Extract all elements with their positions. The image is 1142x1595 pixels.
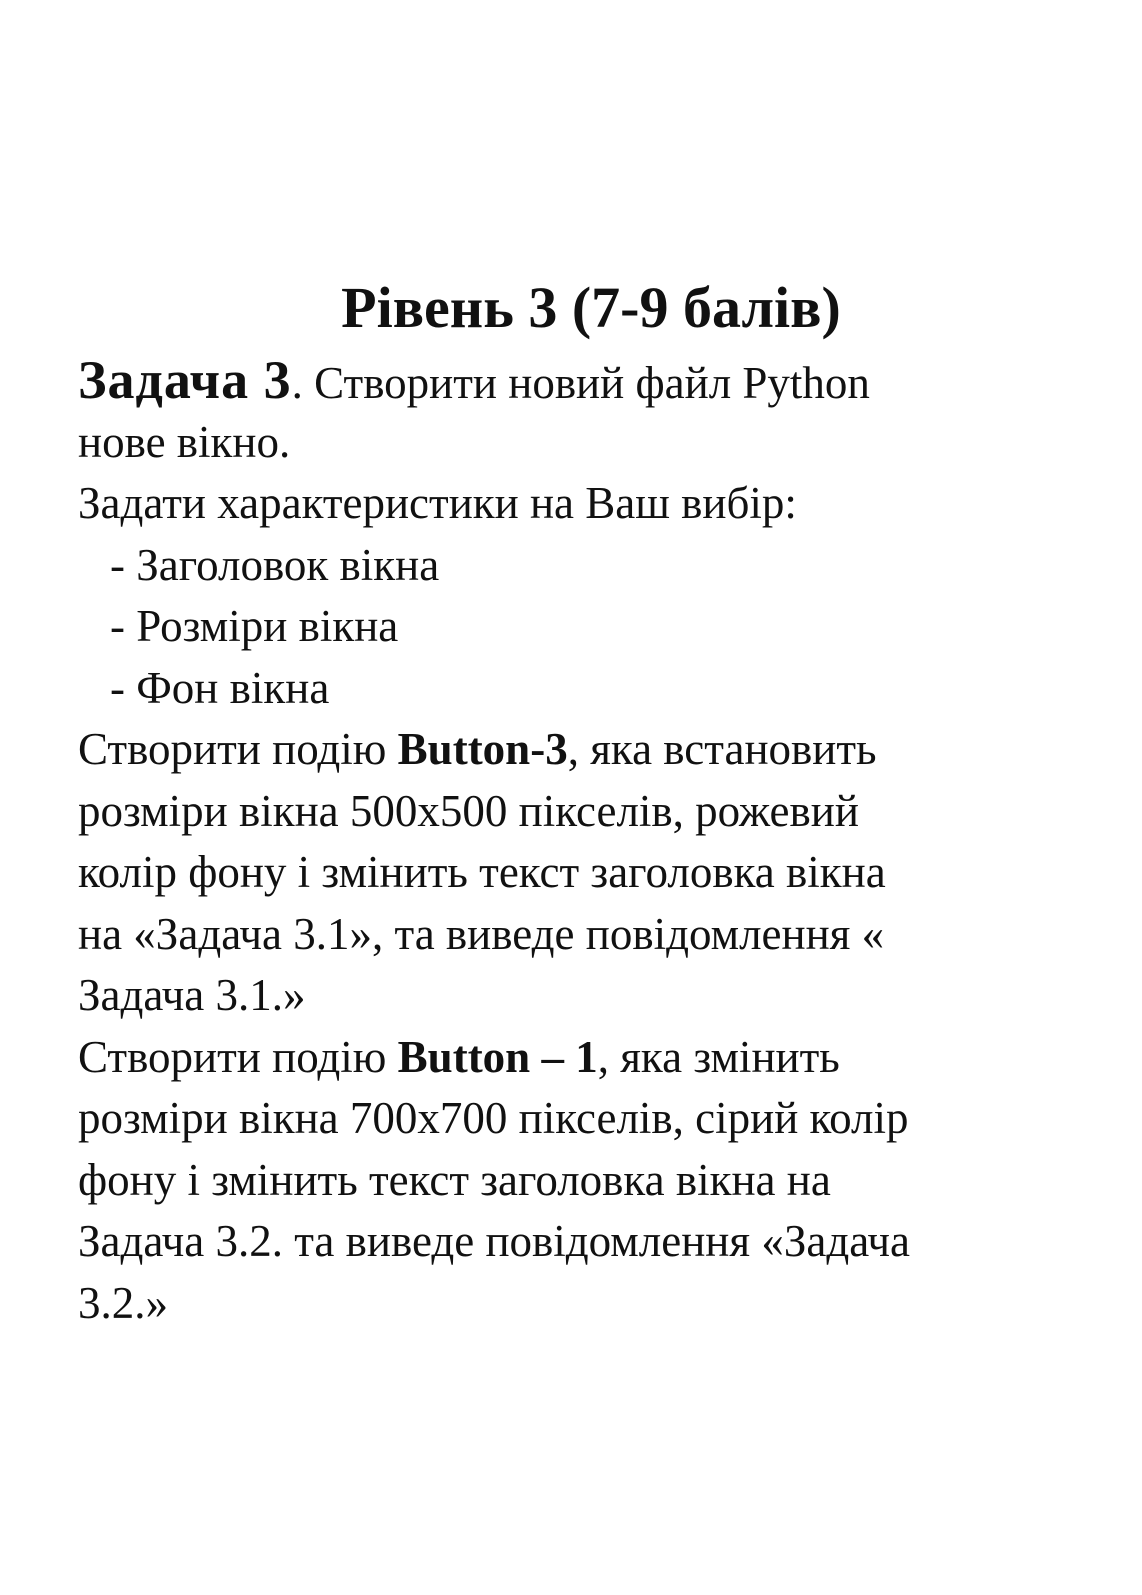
event1-line-5: 3.2.»	[78, 1277, 168, 1328]
event3-line-4: на «Задача 3.1», та виведе повідомлення «	[78, 908, 885, 959]
task-body	[78, 350, 1118, 1334]
task-intro-line	[78, 350, 1118, 412]
property-list-item: - Розміри вікна	[110, 601, 399, 651]
level-heading: Рівень 3 (7-9 балів)	[341, 275, 841, 340]
property-list-item: - Заголовок вікна	[110, 539, 440, 590]
event3-button-name: Button-3	[397, 724, 568, 774]
event1-line-3: фону і змінить текст заголовка вікна на	[78, 1154, 831, 1205]
task-label: Задача 3	[78, 350, 292, 410]
event1-line-4: Задача 3.2. та виведе повідомлення «Задача	[78, 1216, 911, 1266]
task-intro-line-2: нове вікно.	[78, 416, 291, 467]
set-properties-text: Задати характеристики на Ваш вибір:	[78, 478, 797, 528]
event3-prefix: Створити подію	[78, 724, 398, 774]
event3-line-5: Задача 3.1.»	[78, 970, 306, 1020]
task-label-suffix: .	[291, 358, 303, 408]
event3-line-3: колір фону і змінить текст заголовка вікна	[78, 847, 886, 897]
event3-line-1	[78, 719, 1118, 781]
task-intro-text: Створити новий файл Python	[302, 358, 870, 408]
event1-line-2: розміри вікна 700х700 пікселів, сірий колір	[78, 1093, 909, 1143]
event1-button-name: Button – 1	[397, 1031, 598, 1082]
event3-suffix: , яка встановить	[567, 724, 877, 774]
event1-line-1	[78, 1027, 1118, 1089]
property-list-item: - Фон вікна	[110, 662, 330, 713]
event1-prefix: Створити подію	[78, 1031, 398, 1082]
event3-line-2: розміри вікна 500х500 пікселів, рожевий	[78, 785, 859, 836]
event1-suffix: , яка змінить	[597, 1031, 840, 1082]
